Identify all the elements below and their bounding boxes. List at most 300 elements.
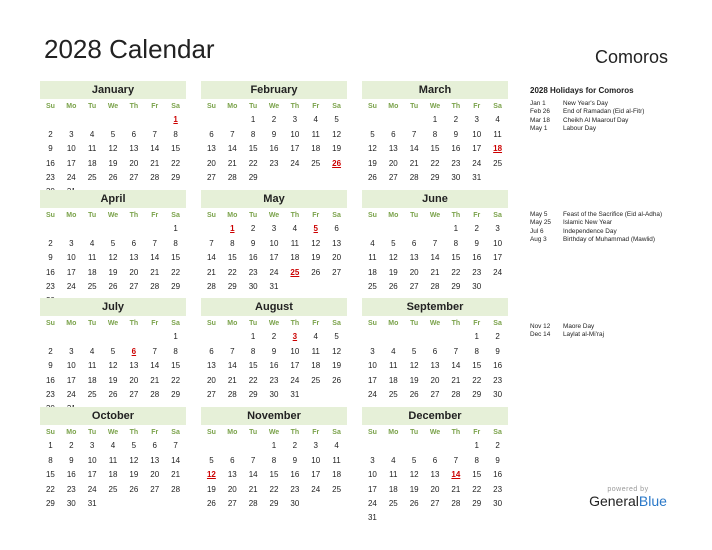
day-cell: 22	[45, 484, 55, 494]
day-cell: 16	[269, 361, 279, 371]
week-row	[201, 157, 347, 171]
empty-day-cell	[425, 511, 446, 525]
week-row	[201, 359, 347, 373]
day-cell: 3	[474, 115, 479, 125]
holiday-row	[530, 100, 644, 108]
weekday-label: Tu	[410, 103, 419, 110]
day-cell: 14	[409, 144, 419, 154]
empty-day-cell	[201, 439, 222, 453]
day-cell: 22	[171, 158, 181, 168]
day-cell: 11	[290, 238, 300, 248]
day-cell: 16	[248, 253, 258, 263]
day-cell: 20	[430, 484, 440, 494]
weekday-label: Th	[129, 212, 139, 219]
day-cell: 29	[430, 172, 440, 182]
weekday-label: Fr	[312, 103, 320, 110]
day-cell: 7	[250, 455, 256, 465]
day-cell: 25	[493, 158, 503, 168]
month-january	[40, 81, 186, 200]
weekday-label: We	[107, 103, 119, 110]
brand-name-part2: Blue	[638, 493, 667, 509]
day-cell: 20	[409, 267, 419, 277]
day-cell: 22	[248, 375, 258, 385]
day-cell: 18	[108, 470, 118, 480]
day-cell: 25	[87, 281, 97, 291]
day-cell: 27	[430, 389, 440, 399]
day-cell: 5	[391, 238, 396, 248]
day-cell: 28	[451, 498, 461, 508]
day-cell: 14	[248, 470, 258, 480]
month-header: December	[362, 407, 508, 425]
day-cell: 25	[311, 375, 321, 385]
week-row	[362, 439, 508, 453]
day-cell: 16	[45, 158, 55, 168]
week-row	[201, 497, 347, 511]
weekday-label: Su	[206, 103, 216, 110]
weekday-row	[362, 316, 508, 330]
day-cell: 2	[48, 346, 53, 356]
empty-day-cell	[144, 330, 165, 344]
weekday-label: Tu	[410, 320, 419, 327]
weekday-label: Mo	[388, 212, 399, 219]
holidays-title: 2028 Holidays for Comoros	[530, 86, 634, 95]
day-cell: 4	[391, 455, 396, 465]
day-cell: 17	[367, 484, 377, 494]
day-cell: 7	[453, 346, 459, 356]
day-cell: 13	[409, 253, 419, 263]
empty-day-cell	[305, 497, 326, 511]
week-row	[362, 511, 508, 525]
day-cell: 11	[368, 253, 377, 263]
day-cell: 29	[227, 281, 237, 291]
empty-day-cell	[383, 222, 404, 236]
day-cell: 14	[451, 361, 461, 371]
month-header: August	[201, 298, 347, 316]
empty-day-cell	[82, 330, 103, 344]
day-cell: 3	[313, 441, 318, 451]
day-cell: 16	[45, 375, 55, 385]
day-cell: 22	[171, 375, 181, 385]
day-cell: 3	[370, 346, 375, 356]
holiday-row	[530, 125, 644, 133]
day-cell: 18	[290, 253, 300, 263]
empty-day-cell	[383, 511, 404, 525]
month-header: June	[362, 190, 508, 208]
day-cell: 20	[206, 158, 216, 168]
holiday-row	[530, 236, 662, 244]
day-cell: 19	[108, 267, 118, 277]
day-cell: 25	[87, 172, 97, 182]
day-cell: 24	[493, 267, 503, 277]
day-cell: 3	[89, 441, 95, 451]
week-row	[40, 171, 186, 185]
empty-day-cell	[487, 280, 508, 294]
day-cell: 22	[171, 267, 181, 277]
brand-logo[interactable]	[588, 486, 668, 509]
day-cell: 24	[290, 158, 300, 168]
empty-day-cell	[425, 439, 446, 453]
weekday-label: Fr	[312, 320, 320, 327]
day-cell: 9	[250, 238, 256, 248]
week-row	[201, 222, 347, 236]
day-cell: 10	[269, 238, 279, 248]
day-cell: 30	[66, 498, 76, 508]
weekday-row	[40, 208, 186, 222]
day-cell: 28	[451, 389, 461, 399]
day-cell: 8	[173, 346, 178, 356]
empty-day-cell	[404, 113, 425, 127]
day-cell: 23	[290, 484, 300, 494]
holiday-row	[530, 117, 644, 125]
holiday-row	[530, 211, 662, 219]
day-cell: 23	[45, 389, 55, 399]
day-cell: 26	[409, 498, 419, 508]
empty-day-cell	[326, 497, 347, 511]
weekday-label: Su	[45, 320, 55, 327]
day-cell: 14	[227, 361, 237, 371]
empty-day-cell	[222, 330, 243, 344]
week-row	[362, 113, 508, 127]
empty-day-cell	[123, 497, 144, 511]
day-cell: 28	[206, 281, 216, 291]
week-row	[40, 388, 186, 402]
empty-day-cell	[61, 113, 82, 127]
weekday-label: Sa	[171, 429, 180, 436]
empty-day-cell	[326, 280, 347, 294]
day-cell: 21	[206, 267, 216, 277]
day-cell: 26	[388, 281, 398, 291]
day-cell: 27	[129, 172, 139, 182]
holiday-row	[530, 331, 604, 339]
day-cell: 31	[290, 389, 300, 399]
holiday-date: May 1	[530, 124, 548, 132]
week-row	[201, 454, 347, 468]
empty-day-cell	[487, 511, 508, 525]
week-row	[40, 128, 186, 142]
holiday-day-cell: 1	[173, 115, 178, 125]
day-cell: 14	[206, 253, 216, 263]
holiday-day-cell: 26	[332, 158, 342, 168]
day-cell: 5	[334, 332, 339, 342]
day-cell: 4	[89, 129, 95, 139]
day-cell: 1	[173, 332, 178, 342]
holiday-name: Islamic New Year	[563, 219, 613, 227]
day-cell: 14	[227, 144, 237, 154]
day-cell: 23	[45, 172, 55, 182]
weekday-label: Tu	[410, 429, 419, 436]
day-cell: 15	[171, 253, 181, 263]
day-cell: 2	[453, 115, 459, 125]
day-cell: 24	[269, 267, 279, 277]
day-cell: 22	[227, 267, 237, 277]
day-cell: 23	[493, 484, 503, 494]
holiday-day-cell: 5	[313, 224, 318, 234]
month-september	[362, 298, 508, 402]
day-cell: 27	[206, 389, 216, 399]
day-cell: 4	[313, 115, 318, 125]
holiday-list-group	[530, 100, 644, 133]
day-cell: 12	[311, 238, 321, 248]
weekday-label: Su	[367, 320, 377, 327]
day-cell: 20	[430, 375, 440, 385]
day-cell: 5	[110, 129, 116, 139]
day-cell: 1	[48, 441, 53, 451]
day-cell: 23	[45, 281, 55, 291]
day-cell: 17	[66, 375, 76, 385]
week-row	[201, 345, 347, 359]
day-cell: 28	[409, 172, 419, 182]
day-cell: 27	[227, 498, 237, 508]
day-cell: 18	[311, 361, 321, 371]
weekday-row	[201, 425, 347, 439]
day-cell: 23	[493, 375, 503, 385]
day-cell: 8	[173, 129, 178, 139]
weekday-label: We	[268, 320, 280, 327]
day-cell: 31	[472, 172, 482, 182]
weekday-label: We	[429, 320, 441, 327]
day-cell: 3	[370, 455, 375, 465]
day-cell: 12	[332, 346, 342, 356]
day-cell: 12	[108, 253, 118, 263]
day-cell: 12	[367, 144, 377, 154]
week-row	[362, 359, 508, 373]
day-cell: 22	[248, 158, 258, 168]
day-cell: 9	[69, 455, 74, 465]
day-cell: 17	[311, 470, 321, 480]
empty-day-cell	[165, 497, 186, 511]
day-cell: 2	[474, 224, 479, 234]
week-row	[362, 237, 508, 251]
empty-day-cell	[404, 439, 425, 453]
day-cell: 21	[430, 267, 440, 277]
day-cell: 29	[472, 498, 482, 508]
holiday-name: Independence Day	[563, 227, 617, 235]
day-cell: 3	[69, 346, 74, 356]
empty-day-cell	[362, 113, 383, 127]
day-cell: 8	[173, 238, 178, 248]
week-row	[362, 468, 508, 482]
day-cell: 24	[367, 389, 377, 399]
day-cell: 26	[108, 281, 118, 291]
day-cell: 12	[409, 470, 419, 480]
empty-day-cell	[144, 222, 165, 236]
day-cell: 3	[271, 224, 277, 234]
day-cell: 17	[269, 253, 279, 263]
day-cell: 8	[474, 346, 479, 356]
holiday-date: Dec 14	[530, 331, 551, 339]
weekday-label: Mo	[227, 429, 238, 436]
weekday-label: Mo	[227, 320, 238, 327]
week-row	[201, 439, 347, 453]
day-cell: 28	[150, 389, 160, 399]
week-row	[201, 468, 347, 482]
weekday-label: Sa	[493, 103, 502, 110]
day-cell: 29	[451, 281, 461, 291]
month-header: April	[40, 190, 186, 208]
week-row	[362, 128, 508, 142]
holiday-date: Jan 1	[530, 100, 546, 107]
weekday-label: Mo	[66, 103, 77, 110]
empty-day-cell	[362, 222, 383, 236]
day-cell: 30	[472, 281, 482, 291]
empty-day-cell	[82, 113, 103, 127]
day-cell: 15	[269, 470, 279, 480]
empty-day-cell	[61, 330, 82, 344]
empty-day-cell	[404, 511, 425, 525]
day-cell: 30	[493, 389, 503, 399]
weekday-label: Sa	[171, 320, 180, 327]
day-cell: 5	[110, 238, 116, 248]
day-cell: 19	[311, 253, 321, 263]
day-cell: 8	[230, 238, 235, 248]
day-cell: 15	[227, 253, 237, 263]
empty-day-cell	[82, 222, 103, 236]
day-cell: 27	[430, 498, 440, 508]
day-cell: 24	[472, 158, 482, 168]
day-cell: 6	[432, 455, 438, 465]
day-cell: 21	[451, 375, 461, 385]
week-row	[362, 497, 508, 511]
weekday-label: Tu	[249, 429, 258, 436]
day-cell: 30	[248, 281, 258, 291]
weekday-label: Sa	[493, 429, 502, 436]
day-cell: 26	[367, 172, 377, 182]
weekday-label: Th	[290, 429, 300, 436]
day-cell: 4	[292, 224, 298, 234]
day-cell: 11	[311, 129, 320, 139]
day-cell: 1	[474, 441, 479, 451]
empty-day-cell	[264, 171, 285, 185]
day-cell: 4	[391, 346, 396, 356]
empty-day-cell	[123, 222, 144, 236]
day-cell: 2	[69, 441, 74, 451]
day-cell: 20	[206, 375, 216, 385]
day-cell: 7	[152, 238, 157, 248]
day-cell: 27	[332, 267, 342, 277]
week-row	[40, 330, 186, 344]
holiday-day-cell: 6	[131, 346, 137, 356]
empty-day-cell	[326, 388, 347, 402]
weekday-label: Mo	[66, 320, 77, 327]
day-cell: 20	[129, 267, 139, 277]
day-cell: 8	[250, 346, 256, 356]
empty-day-cell	[383, 330, 404, 344]
day-cell: 9	[453, 129, 459, 139]
day-cell: 29	[472, 389, 482, 399]
day-cell: 26	[206, 498, 216, 508]
week-row	[362, 388, 508, 402]
day-cell: 29	[171, 281, 181, 291]
month-header: March	[362, 81, 508, 99]
day-cell: 28	[150, 172, 160, 182]
day-cell: 20	[227, 484, 237, 494]
day-cell: 24	[66, 281, 76, 291]
month-header: November	[201, 407, 347, 425]
day-cell: 9	[292, 455, 298, 465]
day-cell: 3	[69, 129, 74, 139]
weekday-label: Th	[451, 429, 461, 436]
empty-day-cell	[445, 439, 466, 453]
day-cell: 28	[227, 389, 237, 399]
weekday-label: Sa	[171, 212, 180, 219]
weekday-label: Su	[45, 429, 55, 436]
day-cell: 26	[409, 389, 419, 399]
week-row	[362, 251, 508, 265]
day-cell: 14	[171, 455, 181, 465]
week-row	[40, 157, 186, 171]
holiday-row	[530, 108, 644, 116]
day-cell: 14	[150, 361, 160, 371]
day-cell: 10	[472, 129, 482, 139]
day-cell: 19	[108, 158, 118, 168]
month-header: February	[201, 81, 347, 99]
day-cell: 20	[332, 253, 342, 263]
weekday-label: Th	[290, 103, 300, 110]
day-cell: 6	[131, 238, 137, 248]
day-cell: 13	[129, 144, 139, 154]
day-cell: 15	[472, 361, 482, 371]
empty-day-cell	[144, 113, 165, 127]
empty-day-cell	[404, 222, 425, 236]
day-cell: 12	[388, 253, 398, 263]
day-cell: 22	[472, 484, 482, 494]
holiday-row	[530, 323, 604, 331]
day-cell: 4	[495, 115, 500, 125]
weekday-label: We	[107, 429, 119, 436]
week-row	[362, 142, 508, 156]
day-cell: 9	[48, 253, 53, 263]
day-cell: 10	[66, 144, 76, 154]
holiday-list-group	[530, 211, 662, 244]
day-cell: 5	[110, 346, 116, 356]
month-june	[362, 190, 508, 294]
day-cell: 4	[334, 441, 339, 451]
month-november	[201, 407, 347, 511]
month-header: July	[40, 298, 186, 316]
day-cell: 11	[389, 361, 398, 371]
empty-day-cell	[123, 330, 144, 344]
week-row	[362, 280, 508, 294]
day-cell: 1	[453, 224, 459, 234]
day-cell: 22	[430, 158, 440, 168]
day-cell: 15	[171, 361, 181, 371]
day-cell: 21	[150, 158, 160, 168]
week-row	[40, 497, 186, 511]
week-row	[362, 222, 508, 236]
day-cell: 9	[271, 129, 277, 139]
weekday-label: We	[268, 212, 280, 219]
day-cell: 13	[227, 470, 237, 480]
day-cell: 8	[271, 455, 277, 465]
empty-day-cell	[40, 330, 61, 344]
holiday-row	[530, 228, 662, 236]
day-cell: 18	[311, 144, 321, 154]
weekday-row	[362, 99, 508, 113]
day-cell: 16	[493, 361, 503, 371]
day-cell: 11	[493, 129, 502, 139]
day-cell: 28	[430, 281, 440, 291]
weekday-label: Mo	[227, 212, 238, 219]
day-cell: 24	[367, 498, 377, 508]
day-cell: 21	[150, 375, 160, 385]
weekday-row	[40, 316, 186, 330]
holiday-name: Feast of the Sacrifice (Eid al-Adha)	[563, 211, 663, 218]
empty-day-cell	[305, 388, 326, 402]
empty-day-cell	[383, 113, 404, 127]
day-cell: 19	[129, 470, 139, 480]
weekday-label: Su	[206, 320, 216, 327]
empty-day-cell	[40, 113, 61, 127]
